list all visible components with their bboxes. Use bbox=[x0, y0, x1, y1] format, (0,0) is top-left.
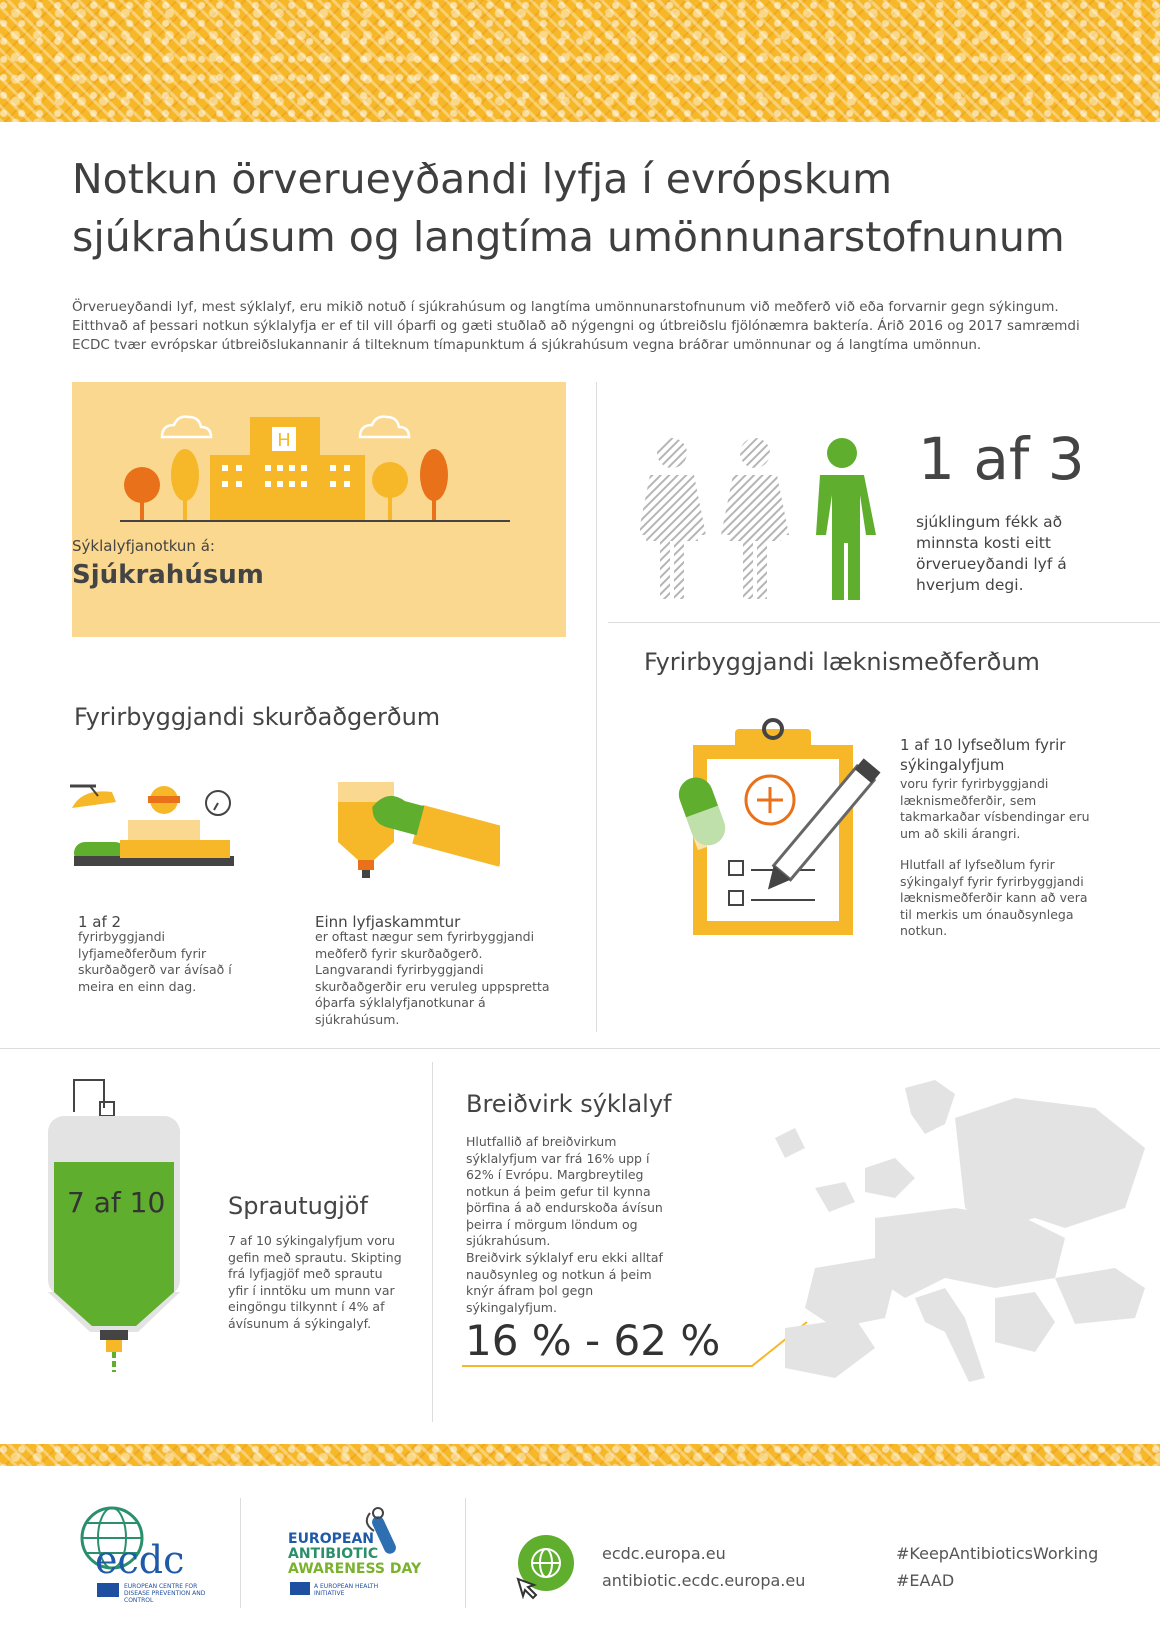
page-title bbox=[72, 150, 1092, 266]
divider-patients bbox=[608, 622, 1160, 623]
eaad-title bbox=[288, 1532, 421, 1577]
eaad-eu-flag bbox=[290, 1582, 310, 1595]
surgical-item2-text: er oftast nægur sem fyrirbyggjandi meðferð fyrir skurðaðgerð. Langvarandi fyrirbyggjandi skurðaðgerðir eru veruleg uppspretta óþarfa sýklalyfjanotkunar á sjúkrahúsum. bbox=[315, 929, 550, 1027]
footer-url-ecdc[interactable]: ecdc.europa.eu bbox=[602, 1544, 726, 1563]
footer-divider-2 bbox=[465, 1498, 466, 1608]
footer-hashtag-keep[interactable]: #KeepAntibioticsWorking bbox=[896, 1544, 1099, 1563]
medical-stat-title: 1 af 10 lyfseðlum fyrir sýkingalyfjum bbox=[900, 736, 1066, 774]
patients-text: sjúklingum fékk að minnsta kosti eitt örverueyðandi lyf á hverjum degi. bbox=[916, 513, 1067, 594]
broad-heading: Breiðvirk sýklalyf bbox=[466, 1090, 672, 1118]
surgery-illustration bbox=[68, 778, 238, 883]
ecdc-logo-text: ecdc bbox=[95, 1538, 185, 1582]
footer-hashtag-eaad[interactable]: #EAAD bbox=[896, 1571, 955, 1590]
eaad-line-2: ANTIBIOTIC bbox=[288, 1546, 379, 1562]
hospital-illustration bbox=[120, 405, 520, 525]
iv-dose-illustration bbox=[330, 780, 500, 890]
bottom-pattern-band bbox=[0, 1444, 1160, 1466]
eaad-line-3: AWARENESS DAY bbox=[288, 1561, 422, 1577]
divider-middle bbox=[0, 1048, 1160, 1049]
surgical-heading: Fyrirbyggjandi skurðaðgerðum bbox=[74, 703, 441, 731]
iv-bag-illustration bbox=[40, 1072, 190, 1372]
broad-text-1: Hlutfallið af breiðvirkum sýklalyfjum var frá 16% upp í 62% í Evrópu. Margbreytileg notkun á þeim gefur til kynna þörfina á að endurskoða ávísun þeirra í mörgum löndum og sjúkrahúsum. bbox=[466, 1134, 663, 1248]
hospital-label: Sýklalyfjanotkun á: bbox=[72, 537, 215, 555]
medical-text-2: Hlutfall af lyfseðlum fyrir sýkingalyf fyrir fyrirbyggjandi læknismeðferðir kann að vera til merkis um ónauðsynlega notkun. bbox=[900, 857, 1088, 938]
iv-text: 7 af 10 sýkingalyfjum voru gefin með sprautu. Skipting frá lyfjagjöf með sprautu yfir í inntöku um munn var eingöngu tilkynnt í 4% af ávísunum á sýkingalyf. bbox=[228, 1233, 402, 1331]
europe-map bbox=[755, 1078, 1155, 1408]
ecdc-subtitle: EUROPEAN CENTRE FOR DISEASE PREVENTION AND CONTROL bbox=[124, 1583, 206, 1604]
broad-text-2: Breiðvirk sýklalyf eru ekki alltaf nauðsynleg og notkun á þeim knýr áfram þol gegn sýkingalyfjum. bbox=[466, 1250, 663, 1315]
footer-divider-1 bbox=[240, 1498, 241, 1608]
intro-paragraph: Örverueyðandi lyf, mest sýklalyf, eru mikið notuð í sjúkrahúsum og langtíma umönnunarstofnunum við meðferð við eða forvarnir gegn sýkingum. Eitthvað af þessari notkun sýklalyfja er ef til vill óþarfi og gæti stuðlað að nýgengni og útbreiðslu fjölónæmra baktería. Árið 2016 og 2017 samræmdi ECDC tvær evrópskar útbreiðslukannanir á tilteknum tímapunktum á sjúkrahúsum vegna bráðrar umönnunar og á langtíma umönnun. bbox=[72, 299, 1080, 353]
patients-stat: 1 af 3 bbox=[918, 425, 1085, 493]
medical-text-1: voru fyrir fyrirbyggjandi læknismeðferðir, sem takmarkaðar vísbendingar eru um að skili árangri. bbox=[900, 776, 1090, 841]
eaad-line-1: EUROPEAN bbox=[288, 1531, 374, 1547]
eaad-subtitle: A EUROPEAN HEALTH INITIATIVE bbox=[314, 1583, 379, 1597]
ecdc-eu-flag bbox=[97, 1583, 119, 1597]
patients-figures bbox=[640, 435, 880, 600]
broad-range: 16 % - 62 % bbox=[465, 1316, 721, 1365]
iv-heading: Sprautugjöf bbox=[228, 1192, 368, 1220]
iv-bag-stat: 7 af 10 bbox=[67, 1186, 166, 1219]
title-line-2: sjúkrahúsum og langtíma umönnunarstofnunum bbox=[72, 213, 1065, 261]
globe-cursor-icon bbox=[512, 1535, 578, 1601]
footer-url-antibiotic[interactable]: antibiotic.ecdc.europa.eu bbox=[602, 1571, 806, 1590]
surgical-item1-title: 1 af 2 bbox=[78, 913, 122, 931]
hospital-sign: H bbox=[277, 430, 291, 451]
clipboard-illustration bbox=[675, 715, 895, 940]
hospital-name: Sjúkrahúsum bbox=[72, 560, 264, 590]
divider-vertical-top bbox=[596, 382, 597, 1032]
medical-heading: Fyrirbyggjandi læknismeðferðum bbox=[644, 648, 1040, 676]
surgical-item2-title: Einn lyfjaskammtur bbox=[315, 913, 461, 931]
title-line-1: Notkun örverueyðandi lyfja í evrópskum bbox=[72, 155, 893, 203]
surgical-item1-text: fyrirbyggjandi lyfjameðferðum fyrir skurðaðgerð var ávísað í meira en einn dag. bbox=[78, 929, 232, 994]
divider-vertical-bottom bbox=[432, 1062, 433, 1422]
top-pattern-band bbox=[0, 0, 1160, 122]
